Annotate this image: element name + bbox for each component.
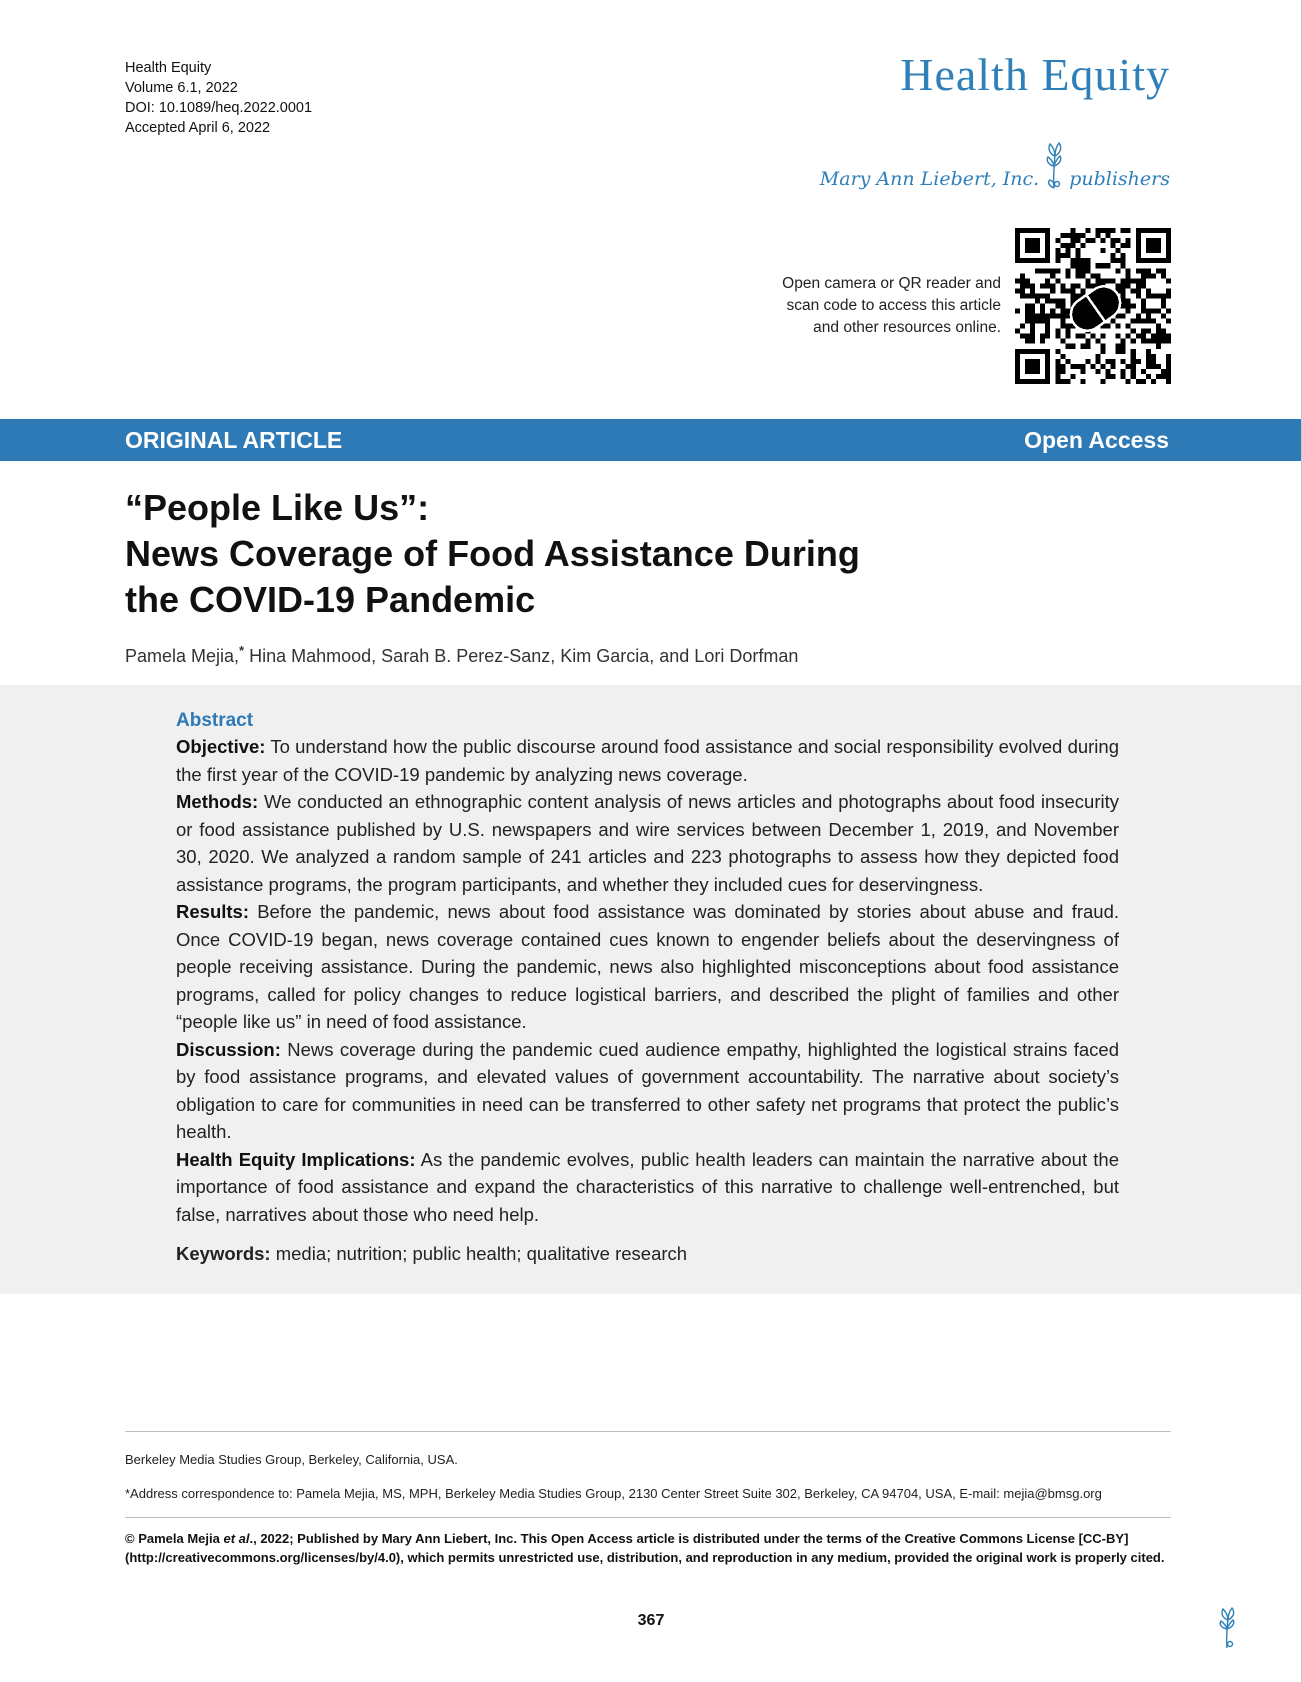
license-notice bbox=[125, 1529, 1171, 1567]
publisher-suffix: publishers bbox=[1069, 168, 1170, 190]
sprig-logo-icon bbox=[1214, 1606, 1240, 1652]
journal-meta bbox=[125, 58, 312, 138]
keywords-label: Keywords: bbox=[176, 1243, 271, 1264]
qr-code-icon[interactable] bbox=[1015, 228, 1171, 384]
section-text: We conducted an ethnographic content analysis of news articles and photographs about food insecurity or food assistance published by U.S. newspapers and wire services between December 1, 2019, and November 30, 2020. We analyzed a random sample of 241 articles and 223 photographs to assess how they depicted food assistance programs, the program participants, and whether they included cues for deservingness. bbox=[176, 791, 1119, 895]
keywords-text: media; nutrition; public health; qualitative research bbox=[270, 1243, 688, 1264]
abstract-methods bbox=[176, 788, 1119, 898]
title-line: the COVID-19 Pandemic bbox=[125, 579, 536, 620]
publisher-name: Mary Ann Liebert, Inc. bbox=[819, 168, 1040, 190]
license-divider bbox=[125, 1517, 1171, 1518]
corresponding-author-mark: * bbox=[239, 643, 245, 658]
abstract-discussion bbox=[176, 1036, 1119, 1146]
abstract-objective bbox=[176, 733, 1119, 788]
section-label: Methods: bbox=[176, 791, 259, 812]
section-text: As the pandemic evolves, public health leaders can maintain the narrative about the importance of food assistance and expand the characteristics of this narrative to challenge well-entrenched, but false, narratives about those who need help. bbox=[176, 1148, 1119, 1225]
section-label: Objective: bbox=[176, 736, 266, 757]
qr-instructions bbox=[782, 273, 1001, 339]
qr-text-line: and other resources online. bbox=[813, 319, 1001, 336]
correspondence: *Address correspondence to: Pamela Mejia, MS, MPH, Berkeley Media Studies Group, 2130 Center Street Suite 302, Berkeley, CA 94704, USA, E-mail: mejia@bmsg.org bbox=[125, 1486, 1102, 1501]
section-label: Health Equity Implications: bbox=[176, 1148, 416, 1170]
author-list bbox=[125, 643, 798, 667]
meta-doi: DOI: 10.1089/heq.2022.0001 bbox=[125, 100, 313, 116]
publisher-logo bbox=[820, 138, 1170, 194]
keywords bbox=[176, 1240, 1119, 1268]
abstract-implications bbox=[176, 1146, 1119, 1229]
section-text: To understand how the public discourse around food assistance and social responsibility evolved during the first year of the COVID-19 pandemic by analyzing news coverage. bbox=[176, 736, 1119, 785]
abstract-section bbox=[0, 685, 1301, 1294]
section-label: Results: bbox=[176, 901, 249, 922]
section-text: Before the pandemic, news about food assistance was dominated by stories about abuse and fraud. Once COVID-19 began, news coverage contained cues known to engender beliefs about the deservingness of people receiving assistance. During the pandemic, news also highlighted misconceptions about food assistance programs, called for policy changes to reduce logistical barriers, and described the plight of families and other “people like us” in need of food assistance. bbox=[176, 901, 1119, 1032]
affiliation: Berkeley Media Studies Group, Berkeley, California, USA. bbox=[125, 1452, 458, 1467]
first-author: Pamela Mejia, bbox=[125, 646, 240, 666]
meta-volume: Volume 6.1, 2022 bbox=[125, 80, 238, 96]
meta-accepted: Accepted April 6, 2022 bbox=[125, 120, 271, 136]
qr-text-line: scan code to access this article bbox=[786, 297, 1001, 314]
article-type: ORIGINAL ARTICLE bbox=[125, 427, 343, 453]
page-number: 367 bbox=[637, 1612, 665, 1629]
title-line: “People Like Us”: bbox=[125, 487, 430, 528]
article-banner bbox=[0, 419, 1301, 461]
sprig-logo-icon bbox=[1041, 138, 1067, 194]
abstract-results bbox=[176, 898, 1119, 1036]
abstract-content bbox=[176, 709, 1119, 1268]
qr-text-line: Open camera or QR reader and bbox=[782, 275, 1001, 292]
section-label: Discussion: bbox=[176, 1038, 281, 1060]
journal-title: Health Equity bbox=[900, 49, 1170, 100]
section-text: News coverage during the pandemic cued audience empathy, highlighted the logistical strains faced by food assistance programs, and elevated values of government accountability. The narrative about society’s obligation to care for communities in need can be transferred to other safety net programs that protect the public’s health. bbox=[176, 1038, 1119, 1142]
license-start: © Pamela Mejia bbox=[125, 1531, 224, 1546]
open-access-label: Open Access bbox=[1024, 427, 1169, 453]
meta-journal: Health Equity bbox=[125, 60, 212, 76]
title-line: News Coverage of Food Assistance During bbox=[125, 533, 860, 574]
other-authors: Hina Mahmood, Sarah B. Perez-Sanz, Kim Garcia, and Lori Dorfman bbox=[244, 646, 799, 666]
license-etal: et al bbox=[223, 1531, 250, 1546]
license-rest: ., 2022; Published by Mary Ann Liebert, Inc. This Open Access article is distributed under the terms of the Creative Commons License [CC-BY] (http://creativecommons.org/licenses/by/4.0), which permits unrestricted use, distribution, and reproduction in any medium, provided the original work is properly cited. bbox=[125, 1531, 1165, 1565]
abstract-heading: Abstract bbox=[176, 710, 254, 731]
footer-divider bbox=[125, 1431, 1171, 1432]
article-title bbox=[125, 485, 860, 623]
